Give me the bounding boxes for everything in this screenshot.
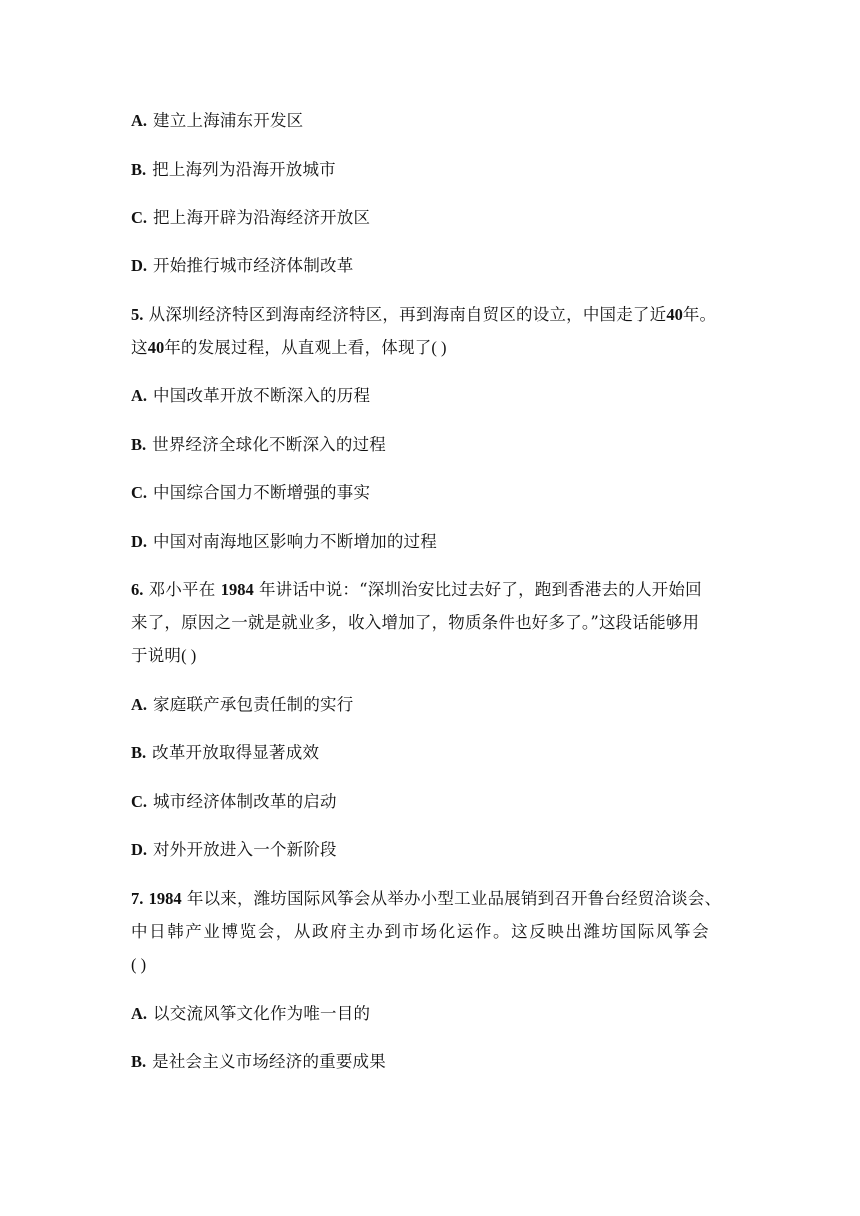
option-text: 开始推行城市经济体制改革 [153,256,354,275]
option-letter: C. [131,208,148,227]
question-number: 6. [131,580,144,599]
question-number-value: 40 [666,305,683,324]
question-text: 来了，原因之一就是就业多，收入增加了，物质条件也好多了。”这段话能够用 [131,613,700,632]
question-text: 年的发展过程，从直观上看，体现了 [164,338,432,357]
option-text: 世界经济全球化不断深入的过程 [152,435,386,454]
q4-option-b [131,159,741,181]
option-letter: B. [131,1052,147,1071]
option-letter: B. [131,435,147,454]
q6-stem-line-3 [131,645,741,667]
question-text: 中日韩产业博览会，从政府主办到市场化运作。这反映出潍坊国际风筝会 [131,922,711,941]
q6-option-d [131,839,741,861]
question-text: 从深圳经济特区到海南经济特区，再到海南自贸区的设立，中国走了近 [148,305,667,324]
question-text: 邓小平在 [148,580,216,599]
q7-stem-line-2 [131,921,741,943]
option-text: 中国综合国力不断增强的事实 [153,483,371,502]
question-text: 年讲话中说：“深圳治安比过去好了，跑到香港去的人开始回 [258,580,702,599]
q4-option-a [131,110,741,132]
q7-option-b [131,1051,741,1073]
option-text: 家庭联产承包责任制的实行 [153,695,354,714]
option-letter: A. [131,111,148,130]
option-letter: B. [131,743,147,762]
q5-option-b [131,434,741,456]
option-letter: B. [131,160,147,179]
option-text: 是社会主义市场经济的重要成果 [152,1052,386,1071]
question-number-value: 1984 [148,889,182,908]
option-letter: C. [131,483,148,502]
q5-stem-line-2 [131,337,741,359]
option-text: 以交流风筝文化作为唯一目的 [153,1004,371,1023]
q6-option-a [131,694,741,716]
q6-stem-line-2 [131,612,741,634]
option-letter: C. [131,792,148,811]
q5-stem-line-1 [131,304,741,326]
question-number: 5. [131,305,144,324]
option-text: 中国改革开放不断深入的历程 [153,386,371,405]
option-letter: D. [131,532,148,551]
option-letter: A. [131,386,148,405]
q7-stem-line-3 [131,954,741,976]
q7-option-a [131,1003,741,1025]
question-number-value: 1984 [220,580,254,599]
q5-option-d [131,531,741,553]
option-text: 改革开放取得显著成效 [152,743,320,762]
q5-option-c [131,482,741,504]
option-letter: D. [131,256,148,275]
option-letter: A. [131,695,148,714]
question-text: 年。 [682,305,717,324]
question-text: 这 [131,338,148,357]
q7-stem-line-1 [131,888,741,910]
answer-blank: ( ) [431,338,447,357]
option-text: 中国对南海地区影响力不断增加的过程 [153,532,437,551]
option-letter: D. [131,840,148,859]
option-text: 把上海列为沿海开放城市 [152,160,336,179]
q4-option-c [131,207,741,229]
answer-blank: ( ) [181,646,197,665]
option-text: 把上海开辟为沿海经济开放区 [153,208,371,227]
answer-blank: ( ) [131,955,147,974]
question-number-value: 40 [147,338,165,357]
question-number: 7. [131,889,144,908]
option-text: 对外开放进入一个新阶段 [153,840,337,859]
q6-option-b [131,742,741,764]
q5-option-a [131,385,741,407]
option-text: 城市经济体制改革的启动 [153,792,337,811]
q4-option-d [131,255,741,277]
option-letter: A. [131,1004,148,1023]
q6-stem-line-1 [131,579,741,601]
q6-option-c [131,791,741,813]
option-text: 建立上海浦东开发区 [153,111,304,130]
question-text: 于说明 [131,646,182,665]
question-text: 年以来，潍坊国际风筝会从举办小型工业品展销到召开鲁台经贸洽谈会、 [186,889,722,908]
